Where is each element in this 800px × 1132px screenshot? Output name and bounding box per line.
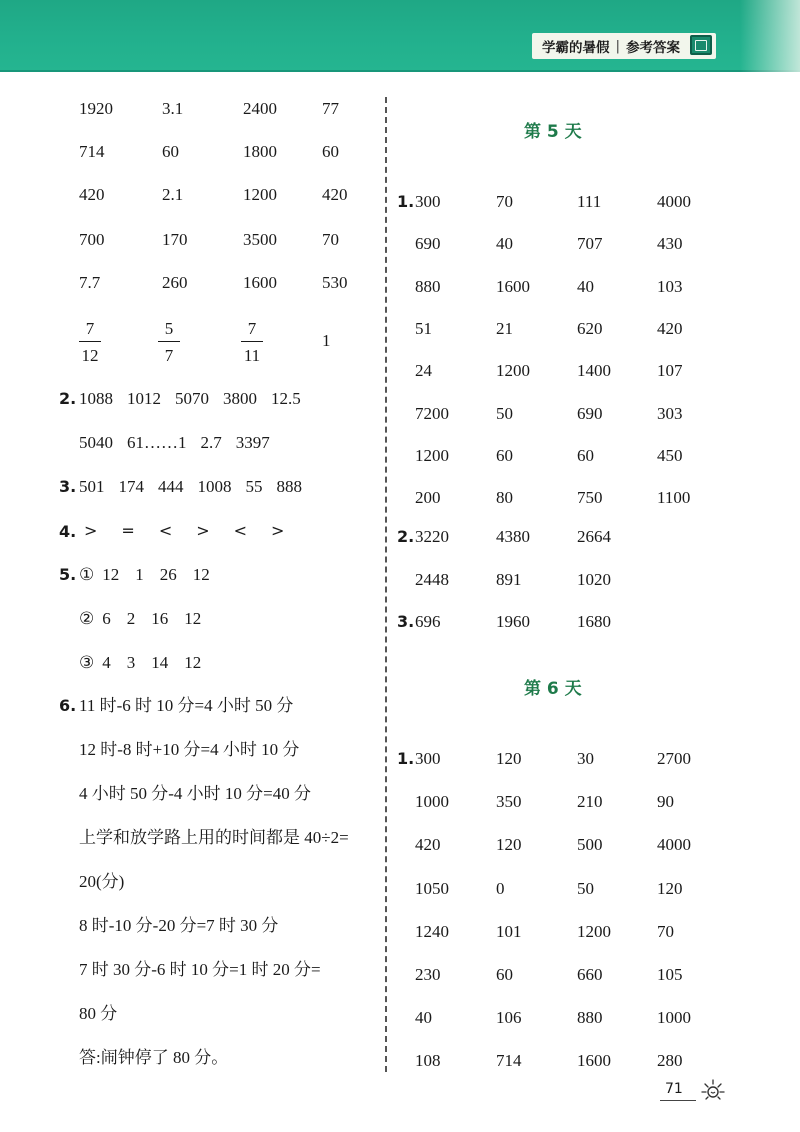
q4-line: [84, 523, 284, 539]
column-divider: [385, 97, 387, 1072]
answer-value: 70: [496, 192, 513, 211]
q6-answer: 答:闹钟停了 80 分。: [79, 1048, 229, 1067]
q2-line-2: [79, 434, 270, 451]
answer-value: 1200: [415, 445, 449, 465]
answer-value: 2664: [577, 527, 611, 546]
answer-value: 55: [245, 477, 263, 496]
answer-value: 101: [496, 921, 522, 941]
question-number: 1.: [397, 749, 415, 768]
answer-value: 4380: [496, 527, 530, 546]
answer-value: 660: [577, 965, 603, 984]
answer-value: 12: [184, 609, 202, 628]
q6-line: 12 时-8 时+10 分=4 小时 10 分: [79, 740, 300, 759]
answer-value: 40: [415, 1008, 432, 1028]
answer-value: 16: [151, 609, 169, 628]
answer-value: 80: [496, 488, 513, 508]
q3-line: [79, 478, 302, 495]
answer-value: 51: [415, 318, 432, 338]
answer-value: 1960: [496, 612, 530, 631]
answer-value: 690: [415, 234, 441, 254]
q6-line: 7 时 30 分-6 时 10 分=1 时 20 分=: [79, 960, 321, 979]
answer-value: 707: [577, 234, 603, 254]
answer-value: 420: [415, 835, 441, 855]
answer-value: 77: [322, 99, 339, 118]
question-number: 3.: [397, 612, 415, 631]
answer-value: 60: [577, 445, 594, 465]
question-number: 1.: [397, 192, 415, 211]
day-5-title: 第 5 天: [524, 122, 582, 142]
answer-value: 107: [657, 361, 683, 381]
answer-value: 105: [657, 965, 683, 984]
answer-value: 103: [657, 276, 683, 296]
book-icon: [690, 35, 712, 55]
answer-value: 60: [322, 142, 339, 161]
answer-value: 1600: [577, 1051, 611, 1071]
comparison-sign: <: [233, 521, 248, 540]
answer-value: 2: [126, 609, 136, 628]
answer-value: 7.7: [79, 273, 101, 292]
answer-value: 260: [162, 273, 188, 292]
answer-value: 111: [577, 192, 602, 211]
answer-value: 1000: [415, 792, 449, 812]
comparison-sign: =: [121, 521, 135, 540]
book-title: 学霸的暑假: [542, 40, 610, 56]
page-number: 71: [665, 1081, 683, 1097]
answer-value: 12: [192, 565, 210, 584]
fraction: [79, 320, 101, 364]
answer-value: 26: [159, 565, 177, 584]
answer-value: 880: [415, 276, 441, 296]
fraction-numerator: 5: [164, 319, 174, 338]
day-6-title: 第 6 天: [524, 679, 582, 699]
answer-value: 1200: [243, 185, 277, 204]
answer-value: 2.7: [200, 433, 222, 452]
answer-value: 120: [496, 749, 522, 768]
answer-value: 1400: [577, 361, 611, 381]
answer-value: 280: [657, 1051, 683, 1071]
answer-value: 4000: [657, 835, 691, 855]
answer-value: 430: [657, 234, 683, 254]
answer-value: 444: [158, 477, 184, 496]
answer-value: 30: [577, 749, 594, 768]
answer-value: 40: [577, 276, 594, 296]
answer-value: 3: [126, 653, 136, 672]
answer-value: 620: [577, 318, 603, 338]
answer-value: 350: [496, 792, 522, 812]
answer-value: 120: [496, 835, 522, 855]
answer-value: 12: [102, 565, 120, 584]
answer-value: 2700: [657, 749, 691, 768]
header-separator: |: [615, 38, 621, 54]
q6-line: 80 分: [79, 1004, 118, 1023]
answer-value: 530: [322, 273, 348, 292]
answer-value: 501: [79, 477, 105, 496]
answer-value: 4000: [657, 192, 691, 211]
answer-value: 303: [657, 403, 683, 423]
answer-value: 230: [415, 965, 441, 984]
answer-value: 70: [657, 921, 674, 941]
answer-value: 0: [496, 878, 505, 898]
answer-value: 60: [162, 142, 179, 161]
answer-value: 1100: [657, 488, 691, 508]
answer-value: 14: [151, 653, 169, 672]
answer-value: 108: [415, 1051, 441, 1071]
q5-row-1: [79, 566, 210, 583]
answer-value: 1680: [577, 612, 611, 631]
q5-row-2: [79, 610, 201, 627]
fraction-numerator: 7: [247, 319, 257, 338]
answer-value: 3500: [243, 230, 277, 249]
answer-value: 2.1: [162, 185, 184, 204]
answer-value: 1050: [415, 878, 449, 898]
q6-line: 上学和放学路上用的时间都是 40÷2=: [79, 828, 349, 847]
answer-value: 200: [415, 488, 441, 508]
answer-value: 5040: [79, 433, 113, 452]
answer-value: 3800: [223, 389, 257, 408]
answer-value: 106: [496, 1008, 522, 1028]
answer-value: 4: [102, 653, 111, 672]
answer-value: 21: [496, 318, 513, 338]
question-number: 4.: [59, 522, 77, 541]
answer-value: 1: [135, 565, 144, 584]
answer-value: 2448: [415, 569, 449, 589]
answer-value: 3.1: [162, 99, 184, 118]
fraction: [158, 320, 180, 364]
answer-value: 420: [79, 185, 105, 204]
answer-value: 891: [496, 569, 522, 589]
answer-value: 750: [577, 488, 603, 508]
answer-value: 50: [496, 403, 513, 423]
answer-value: 60: [496, 965, 513, 984]
answer-value: 1600: [243, 273, 277, 292]
answer-value: 450: [657, 445, 683, 465]
answer-value: 50: [577, 878, 594, 898]
answer-value: 24: [415, 361, 432, 381]
answer-value: 170: [162, 230, 188, 249]
answer-value: 700: [79, 230, 105, 249]
circled-number: ③: [79, 653, 95, 672]
answer-value: 1200: [496, 361, 530, 381]
answer-value: 690: [577, 403, 603, 423]
answer-value: 500: [577, 835, 603, 855]
answer-value: 420: [657, 318, 683, 338]
comparison-sign: >: [196, 521, 210, 540]
question-number: 2.: [59, 389, 77, 408]
question-number: 2.: [397, 527, 415, 546]
answer-value: 420: [322, 185, 348, 204]
circled-number: ①: [79, 565, 95, 584]
answer-value: 210: [577, 792, 603, 812]
answer-value: 1012: [127, 389, 161, 408]
circled-number: ②: [79, 609, 95, 628]
q2-line-1: [79, 390, 301, 407]
q6-line: 8 时-10 分-20 分=7 时 30 分: [79, 916, 279, 935]
answer-value: 90: [657, 792, 674, 812]
answer-value: 3220: [415, 527, 449, 546]
fraction-numerator: 7: [85, 319, 95, 338]
answer-value: 696: [415, 612, 441, 631]
answer-value: 2400: [243, 99, 277, 118]
q6-line: 11 时-6 时 10 分=4 小时 50 分: [79, 696, 294, 715]
answer-value: 5070: [175, 389, 209, 408]
answer-value: 1200: [577, 921, 611, 941]
sun-doodle-icon: [700, 1077, 726, 1103]
answer-value: 174: [118, 477, 144, 496]
answer-value: 12: [184, 653, 202, 672]
answer-value: 40: [496, 234, 513, 254]
answer-value: 1008: [197, 477, 232, 496]
answer-value: 1800: [243, 142, 277, 161]
fraction-denominator: 7: [164, 346, 174, 365]
answer-value: 880: [577, 1008, 603, 1028]
header-label: [532, 33, 716, 59]
answer-value: 1600: [496, 276, 530, 296]
page-number-underline: [660, 1100, 696, 1101]
answer-value: 888: [276, 477, 302, 496]
answer-value: 7200: [415, 403, 449, 423]
answer-value: 60: [496, 445, 513, 465]
q5-row-3: [79, 654, 201, 671]
answer-value: 120: [657, 878, 683, 898]
fraction: [241, 320, 263, 364]
answer-value: 3397: [235, 433, 270, 452]
comparison-sign: >: [84, 521, 98, 540]
answer-value: 1000: [657, 1008, 691, 1028]
comparison-sign: <: [158, 521, 173, 540]
fraction-denominator: 11: [243, 346, 261, 365]
answer-value: 61……1: [127, 433, 187, 452]
q6-line: 4 小时 50 分-4 小时 10 分=40 分: [79, 784, 311, 803]
answer-value: 1240: [415, 921, 449, 941]
question-number: 5.: [59, 565, 77, 584]
fraction-denominator: 12: [81, 346, 99, 365]
answer-value: 714: [79, 142, 105, 161]
answer-value: 300: [415, 749, 441, 768]
answer-value: 6: [102, 609, 111, 628]
answer-value: 1020: [577, 569, 611, 589]
fraction-row-value: 1: [322, 331, 331, 350]
answer-value: 70: [322, 230, 339, 249]
answer-value: 300: [415, 192, 441, 211]
question-number: 3.: [59, 477, 77, 496]
answer-value: 1088: [79, 389, 113, 408]
answer-value: 1920: [79, 99, 113, 118]
q6-line: 20(分): [79, 872, 125, 891]
answer-value: 714: [496, 1051, 522, 1071]
answer-value: 12.5: [271, 389, 301, 408]
section-title: 参考答案: [626, 40, 681, 56]
comparison-sign: >: [271, 521, 285, 540]
question-number: 6.: [59, 696, 77, 715]
